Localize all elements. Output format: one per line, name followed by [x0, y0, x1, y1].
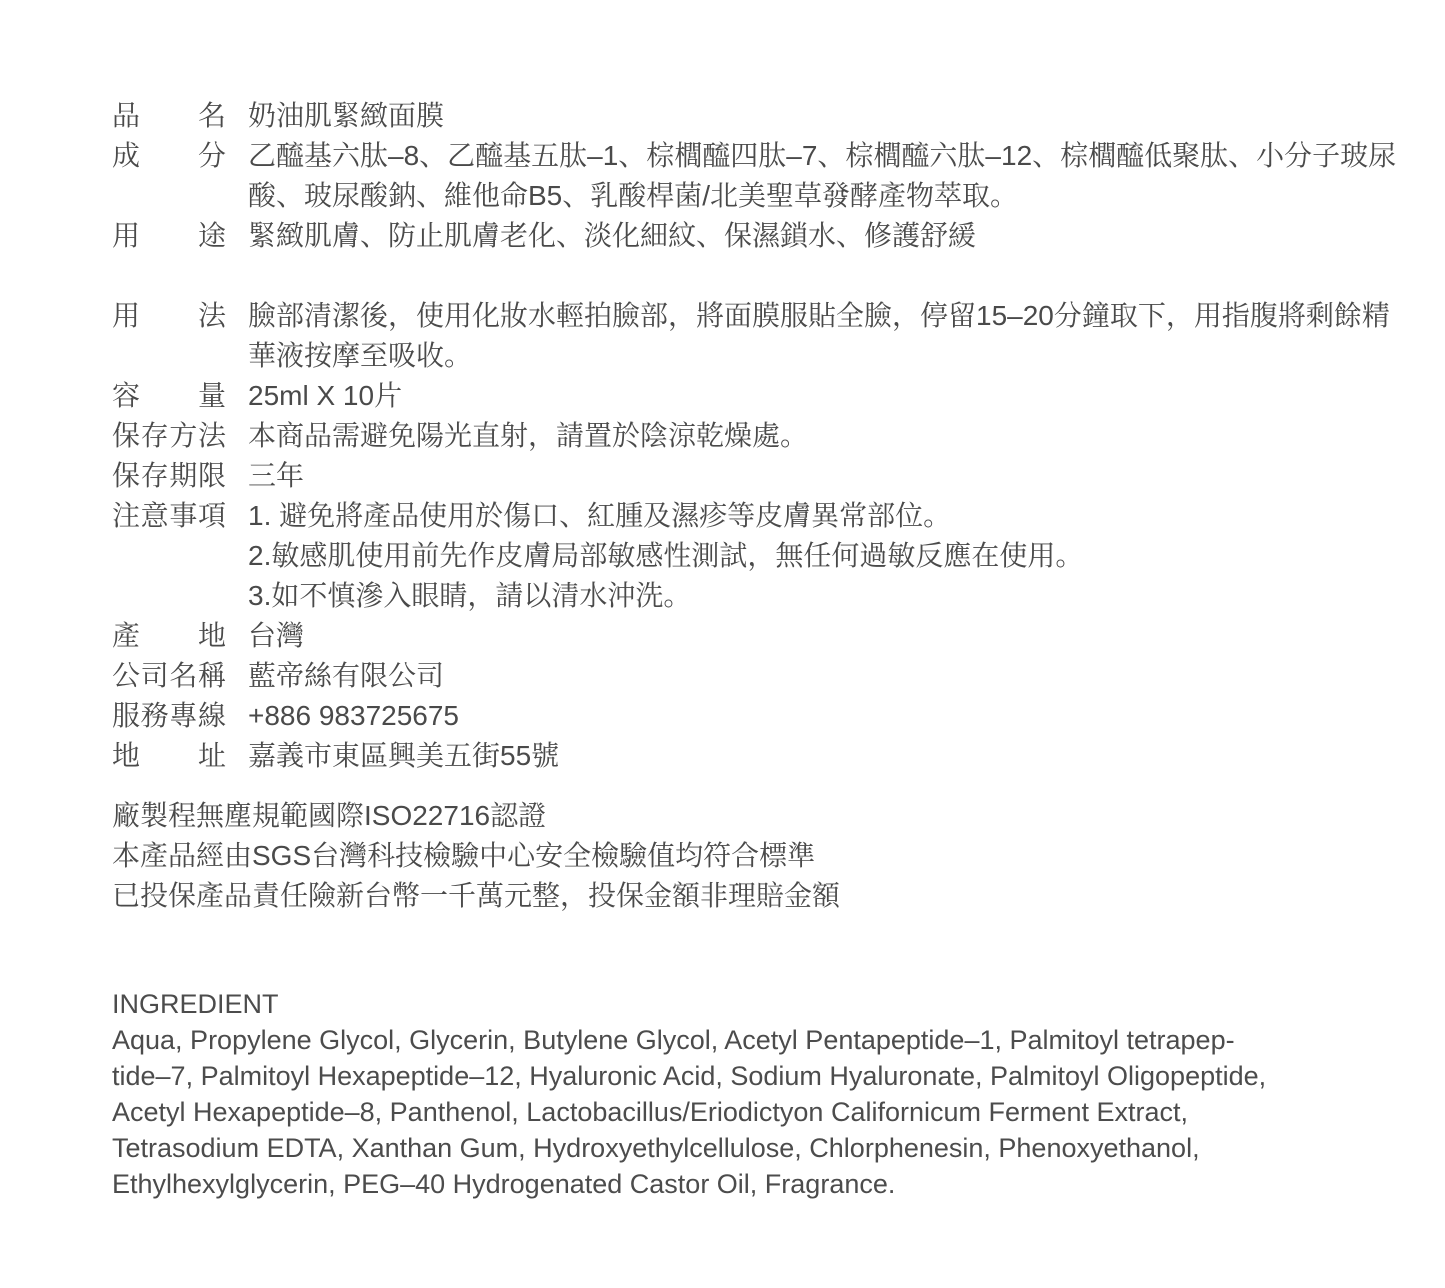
- spec-value-line: 三年: [248, 460, 305, 491]
- spec-row-service-hotline: [112, 696, 1382, 736]
- spec-value-line: 3.如不慎滲入眼睛，請以清水沖洗。: [248, 580, 692, 611]
- spec-value-directions: [248, 296, 1390, 376]
- spec-value-line: 嘉義市東區興美五街55號: [248, 740, 560, 771]
- spec-value-company-name: [248, 656, 1382, 696]
- spec-value-storage-method: [248, 416, 1382, 456]
- note-liability-insurance: 已投保產品責任險新台幣一千萬元整，投保金額非理賠金額: [112, 880, 841, 911]
- spec-row-usage-purpose: [112, 216, 1382, 256]
- ingredient-line: tide–7, Palmitoyl Hexapeptide–12, Hyaluronic Acid, Sodium Hyaluronate, Palmitoyl Oligopeptide,: [112, 1061, 1267, 1091]
- spec-value-line: 25ml X 10片: [248, 380, 403, 411]
- spec-content: [112, 96, 1397, 1202]
- note-sgs-inspection: 本產品經由SGS台灣科技檢驗中心安全檢驗值均符合標準: [112, 840, 816, 871]
- spec-value-line: 乙醯基六肽–8、乙醯基五肽–1、棕櫚醯四肽–7、棕櫚醯六肽–12、棕櫚醯低聚肽、小分子玻尿: [248, 140, 1397, 171]
- spec-value-line: 臉部清潔後，使用化妝水輕拍臉部，將面膜服貼全臉，停留15–20分鐘取下，用指腹將剩餘精: [248, 300, 1390, 331]
- spec-row-ingredients-cn: [112, 136, 1397, 216]
- spec-value-shelf-life: [248, 456, 1382, 496]
- spec-row-company-name: [112, 656, 1382, 696]
- spec-row-product-name: [112, 96, 1382, 136]
- spec-label-volume: 容量: [112, 380, 226, 411]
- spec-value-line: +886 983725675: [248, 700, 459, 731]
- spec-table: [112, 96, 1397, 776]
- spec-row-shelf-life: [112, 456, 1382, 496]
- spec-row-volume: [112, 376, 1382, 416]
- spec-value-service-hotline: [248, 696, 1382, 736]
- ingredient-line: Acetyl Hexapeptide–8, Panthenol, Lactobacillus/Eriodictyon Californicum Ferment Extract,: [112, 1097, 1189, 1127]
- spec-label-address: 地址: [112, 740, 226, 771]
- spec-label-product-name: 品名: [112, 100, 226, 131]
- spec-value-line: 華液按摩至吸收。: [248, 340, 473, 371]
- spec-value-line: 奶油肌緊緻面膜: [248, 100, 445, 131]
- spec-value-line: 本商品需避免陽光直射，請置於陰涼乾燥處。: [248, 420, 809, 451]
- spec-label-precautions: 注意事項: [112, 500, 226, 531]
- ingredient-line: Ethylhexylglycerin, PEG–40 Hydrogenated Castor Oil, Fragrance.: [112, 1169, 896, 1199]
- spec-value-precautions: [248, 496, 1382, 616]
- spec-label-service-hotline: 服務專線: [112, 700, 226, 731]
- spec-value-origin: [248, 616, 1382, 656]
- spec-label-company-name: 公司名稱: [112, 660, 226, 691]
- spec-value-line: 藍帝絲有限公司: [248, 660, 445, 691]
- spec-value-product-name: [248, 96, 1382, 136]
- spec-row-precautions: [112, 496, 1382, 616]
- spec-label-storage-method: 保存方法: [112, 420, 226, 451]
- spec-value-line: 台灣: [248, 620, 305, 651]
- spec-label-ingredients-cn: 成分: [112, 140, 226, 171]
- ingredient-line: Tetrasodium EDTA, Xanthan Gum, Hydroxyethylcellulose, Chlorphenesin, Phenoxyethanol,: [112, 1133, 1200, 1163]
- spec-label-origin: 產地: [112, 620, 226, 651]
- spec-label-directions: 用法: [112, 300, 226, 331]
- spec-row-origin: [112, 616, 1382, 656]
- spec-row-storage-method: [112, 416, 1382, 456]
- spec-value-usage-purpose: [248, 216, 1382, 256]
- spec-value-volume: [248, 376, 1382, 416]
- spec-label-usage-purpose: 用途: [112, 220, 226, 251]
- spec-value-line: 1. 避免將產品使用於傷口、紅腫及濕疹等皮膚異常部位。: [248, 500, 952, 531]
- spec-value-address: [248, 736, 1382, 776]
- spec-value-line: 酸、玻尿酸鈉、維他命B5、乳酸桿菌/北美聖草發酵產物萃取。: [248, 180, 1019, 211]
- certification-notes: [112, 796, 1382, 916]
- spec-value-line: 2.敏感肌使用前先作皮膚局部敏感性測試，無任何過敏反應在使用。: [248, 540, 1084, 571]
- spec-label-shelf-life: 保存期限: [112, 460, 226, 491]
- spec-value-line: 緊緻肌膚、防止肌膚老化、淡化細紋、保濕鎖水、修護舒緩: [248, 220, 977, 251]
- spec-value-ingredients-cn: [248, 136, 1397, 216]
- ingredient-heading: INGREDIENT: [112, 989, 279, 1019]
- spec-row-directions: [112, 296, 1390, 376]
- spec-row-address: [112, 736, 1382, 776]
- ingredient-line: Aqua, Propylene Glycol, Glycerin, Butylene Glycol, Acetyl Pentapeptide–1, Palmitoyl tetrapep-: [112, 1025, 1235, 1055]
- note-iso-certification: 廠製程無塵規範國際ISO22716認證: [112, 800, 547, 831]
- ingredient-section: [112, 986, 1382, 1202]
